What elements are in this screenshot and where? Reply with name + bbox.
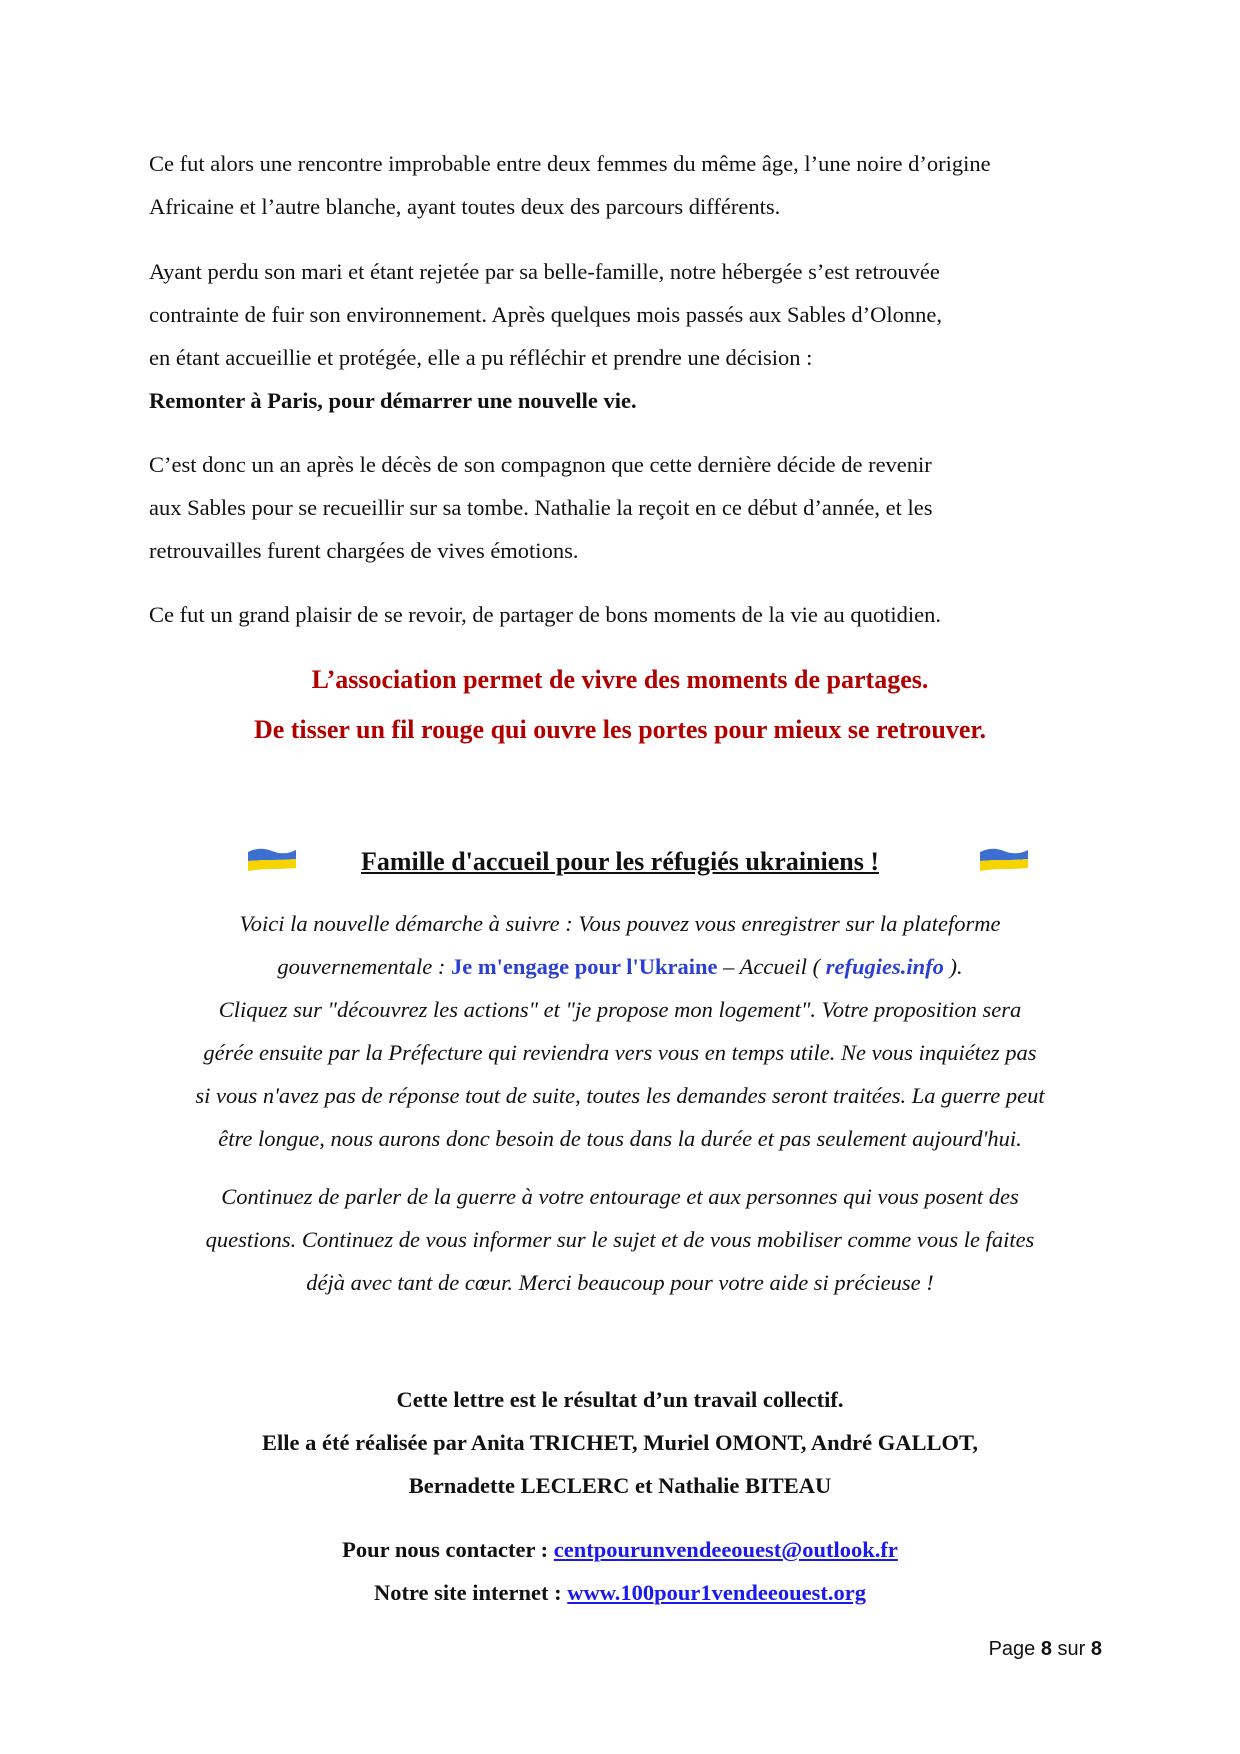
paragraph-retour: [149, 443, 1099, 572]
contact-label: Pour nous contacter :: [342, 1537, 554, 1562]
page-prefix: Page: [988, 1638, 1041, 1660]
text-line: Continuez de parler de la guerre à votre entourage et aux personnes qui vous posent des: [221, 1184, 1019, 1209]
site-label: Notre site internet :: [373, 1580, 568, 1605]
ukraine-flag-icon: [978, 846, 1030, 873]
website-link[interactable]: www.100pour1vendeeouest.org: [567, 1580, 866, 1605]
text-line: Ayant perdu son mari et étant rejetée par sa belle-famille, notre hébergée s’est retrouvée: [149, 259, 940, 284]
page-middle: sur: [1051, 1638, 1091, 1660]
text-line: aux Sables pour se recueillir sur sa tombe. Nathalie la reçoit en ce début d’année, et les: [149, 495, 933, 520]
text-line: gérée ensuite par la Préfecture qui reviendra vers vous en temps utile. Ne vous inquiétez pas: [203, 1040, 1037, 1065]
bold-statement: Remonter à Paris, pour démarrer une nouvelle vie.: [149, 388, 637, 413]
text-line: Cliquez sur "découvrez les actions" et "je propose mon logement". Votre proposition sera: [218, 997, 1022, 1022]
credits-line: Bernadette LECLERC et Nathalie BITEAU: [408, 1473, 832, 1498]
credits-line: Elle a été réalisée par Anita TRICHET, Muriel OMONT, André GALLOT,: [261, 1430, 978, 1455]
text-line: contrainte de fuir son environnement. Après quelques mois passés aux Sables d’Olonne,: [149, 302, 942, 327]
contact-block: [0, 1528, 1240, 1614]
paragraph-rencontre: [149, 142, 1099, 228]
credits: [0, 1378, 1240, 1507]
text-line: questions. Continuez de vous informer sur le sujet et de vous mobiliser comme vous le faites: [205, 1227, 1035, 1252]
text-segment: gouvernementale :: [277, 954, 452, 979]
highlight-line-2: De tisser un fil rouge qui ouvre les portes pour mieux se retrouver.: [253, 715, 987, 744]
text-line: déjà avec tant de cœur. Merci beaucoup pour votre aide si précieuse !: [306, 1270, 934, 1295]
page-number: [989, 1638, 1102, 1661]
ukraine-appeal: [100, 1175, 1140, 1304]
text-line: si vous n'avez pas de réponse tout de suite, toutes les demandes seront traitées. La guerre peut: [195, 1083, 1045, 1108]
site-line: [0, 1571, 1240, 1614]
text-line: Ce fut alors une rencontre improbable entre deux femmes du même âge, l’une noire d’origine: [149, 151, 991, 176]
contact-line: [0, 1528, 1240, 1571]
credits-line: Cette lettre est le résultat d’un travail collectif.: [396, 1387, 844, 1412]
text-line: Ce fut un grand plaisir de se revoir, de partager de bons moments de la vie au quotidien.: [149, 602, 941, 627]
ukraine-instructions: [100, 902, 1140, 1160]
text-line: en étant accueillie et protégée, elle a pu réfléchir et prendre une décision :: [149, 345, 813, 370]
text-line: Africaine et l’autre blanche, ayant toutes deux des parcours différents.: [149, 194, 781, 219]
highlight-line-1: L’association permet de vivre des moments de partages.: [311, 665, 929, 694]
page-current: 8: [1040, 1638, 1052, 1660]
text-line: retrouvailles furent chargées de vives émotions.: [149, 538, 579, 563]
link-je-m-engage[interactable]: Je m'engage pour l'Ukraine: [451, 954, 718, 979]
text-segment: – Accueil (: [717, 954, 826, 979]
text-line: être longue, nous aurons donc besoin de tous dans la durée et pas seulement aujourd'hui.: [218, 1126, 1022, 1151]
paragraph-plaisir: [149, 593, 1099, 636]
text-line: Voici la nouvelle démarche à suivre : Vous pouvez vous enregistrer sur la plateforme: [239, 911, 1001, 936]
paragraph-hebergee: [149, 250, 1099, 422]
email-link[interactable]: centpourunvendeeouest@outlook.fr: [553, 1537, 898, 1562]
ukraine-heading: Famille d'accueil pour les réfugiés ukrainiens !: [360, 847, 880, 876]
text-line: [100, 945, 1140, 988]
page-total: 8: [1090, 1638, 1102, 1660]
link-refugies-info[interactable]: refugies.info: [825, 954, 944, 979]
text-line: C’est donc un an après le décès de son compagnon que cette dernière décide de revenir: [149, 452, 932, 477]
text-segment: ).: [943, 954, 963, 979]
